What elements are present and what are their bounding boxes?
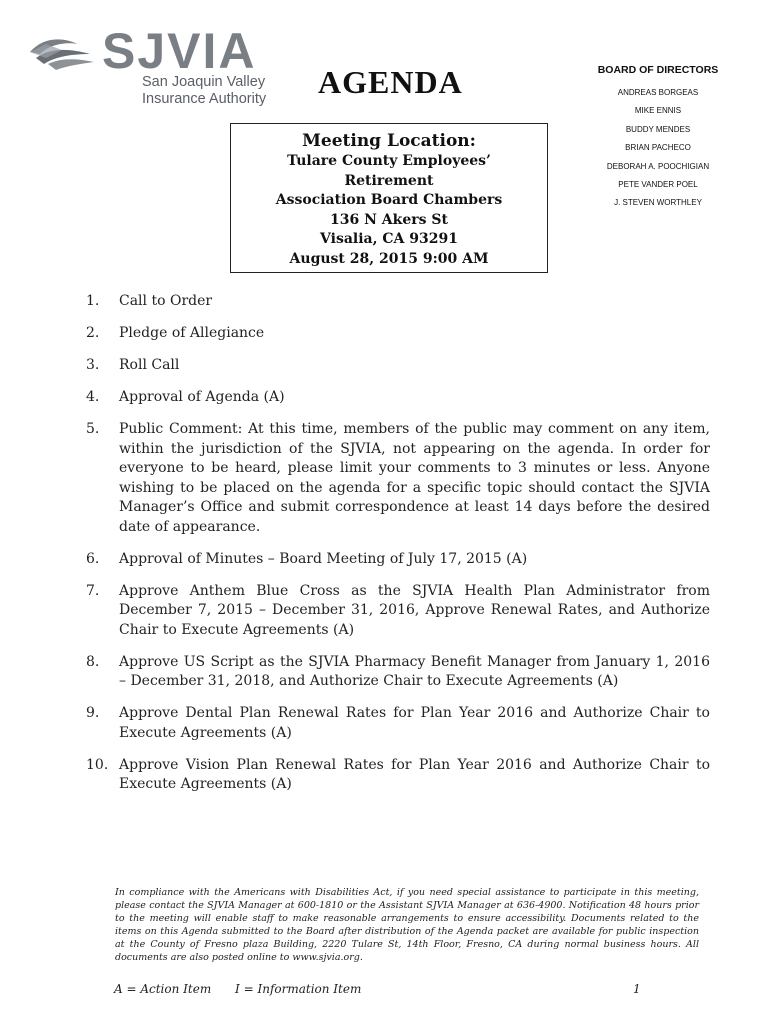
meeting-location-line: 136 N Akers St bbox=[330, 211, 448, 228]
board-member: ANDREAS BORGEAS bbox=[617, 88, 699, 97]
agenda-item-text: Approve Dental Plan Renewal Rates for Plan Year 2016 and Authorize Chair to Execute Agreements (A) bbox=[119, 705, 710, 741]
agenda-item-number: 6. bbox=[86, 550, 100, 567]
logo-subtitle-line1: San Joaquin Valley bbox=[142, 74, 266, 90]
agenda-items-list bbox=[86, 292, 710, 807]
sjvia-logo bbox=[26, 23, 276, 107]
agenda-item-text: Approval of Minutes – Board Meeting of July 17, 2015 (A) bbox=[119, 550, 528, 567]
agenda-item-text: Approve Vision Plan Renewal Rates for Plan Year 2016 and Authorize Chair to Execute Agreements (A) bbox=[119, 756, 710, 792]
agenda-item-number: 7. bbox=[86, 582, 100, 599]
logo-subtitle bbox=[142, 74, 266, 108]
logo-subtitle-line2: Insurance Authority bbox=[142, 91, 267, 107]
agenda-item bbox=[86, 420, 710, 537]
agenda-item-number: 5. bbox=[86, 421, 100, 437]
agenda-item-number: 10. bbox=[86, 756, 109, 773]
agenda-item bbox=[86, 324, 710, 344]
agenda-item-number: 1. bbox=[86, 293, 100, 309]
meeting-location-box bbox=[230, 123, 548, 273]
agenda-item-text: Call to Order bbox=[119, 293, 213, 309]
agenda-item-text: Roll Call bbox=[119, 357, 180, 373]
agenda-item bbox=[86, 388, 710, 408]
agenda-item-number: 4. bbox=[86, 389, 100, 405]
meeting-location-line: Tulare County Employees’ bbox=[287, 153, 491, 169]
board-member: PETE VANDER POEL bbox=[618, 180, 698, 190]
board-member: BUDDY MENDES bbox=[625, 124, 691, 134]
agenda-item-text: Approve Anthem Blue Cross as the SJVIA Health Plan Administrator from December 7, 2015 – December 31, 2016, Approve Renewal Rates, and Authorize Chair to Execute Agreements (A) bbox=[119, 582, 710, 638]
agenda-item bbox=[86, 756, 710, 795]
legend-information-item: I = Information Item bbox=[235, 982, 362, 996]
board-member: MIKE ENNIS bbox=[634, 106, 682, 116]
item-legend bbox=[114, 982, 381, 996]
agenda-item-text: Approval of Agenda (A) bbox=[119, 389, 285, 405]
meeting-location-line: Retirement bbox=[344, 172, 434, 189]
meeting-location-line: Visalia, CA 93291 bbox=[320, 231, 458, 247]
board-member: BRIAN PACHECO bbox=[625, 143, 691, 153]
agenda-item-text: Public Comment: At this time, members of the public may comment on any item, within the jurisdiction of the SJVIA, not appearing on the agenda. In order for everyone to be heard, please limit your comments to 3 minutes or less. Anyone wishing to be placed on the agenda for a specific topic should contact the SJVIA Manager’s Office and submit correspondence at least 14 days before the desired date of appearance. bbox=[119, 421, 710, 535]
agenda-item bbox=[86, 653, 710, 692]
meeting-location-line: Association Board Chambers bbox=[275, 192, 503, 208]
ada-compliance-note: In compliance with the Americans with Disabilities Act, if you need special assistance to participate in this meeting, please contact the SJVIA Manager at 600-1810 or the Assistant SJVIA Manager at 636-4900. Notification 48 hours prior to the meeting will enable staff to make reasonable arrangements to ensure accessibility. Documents related to the items on this Agenda submitted to the Board after distribution of the Agenda packet are available for public inspection at the County of Fresno plaza Building, 2220 Tulare St, 14th Floor, Fresno, CA during normal business hours. All documents are also posted online to www.sjvia.org. bbox=[115, 887, 699, 963]
board-member: J. STEVEN WORTHLEY bbox=[614, 198, 702, 208]
agenda-item-number: 2. bbox=[86, 325, 100, 341]
meeting-date-time: August 28, 2015 9:00 AM bbox=[289, 250, 489, 267]
agenda-item-text: Pledge of Allegiance bbox=[119, 325, 265, 341]
meeting-location-heading: Meeting Location: bbox=[302, 131, 476, 151]
board-member: DEBORAH A. POOCHIGIAN bbox=[606, 161, 710, 171]
agenda-item-number: 8. bbox=[86, 653, 100, 670]
page-title: AGENDA bbox=[318, 64, 463, 100]
logo-wordmark: SJVIA bbox=[102, 23, 257, 79]
board-of-directors bbox=[593, 64, 723, 213]
page-number: 1 bbox=[633, 982, 641, 996]
legend-action-item: A = Action Item bbox=[114, 982, 212, 996]
agenda-item-text: Approve US Script as the SJVIA Pharmacy Benefit Manager from January 1, 2016 – December 31, 2018, and Authorize Chair to Execute Agreements (A) bbox=[119, 653, 710, 689]
logo-swoosh-icon bbox=[26, 30, 98, 72]
board-heading: BOARD OF DIRECTORS bbox=[597, 64, 719, 76]
agenda-item-number: 9. bbox=[86, 705, 100, 721]
agenda-item-number: 3. bbox=[86, 357, 100, 373]
agenda-item bbox=[86, 292, 710, 312]
agenda-item bbox=[86, 356, 710, 376]
agenda-item bbox=[86, 582, 710, 641]
agenda-item bbox=[86, 704, 710, 743]
agenda-item bbox=[86, 550, 710, 570]
